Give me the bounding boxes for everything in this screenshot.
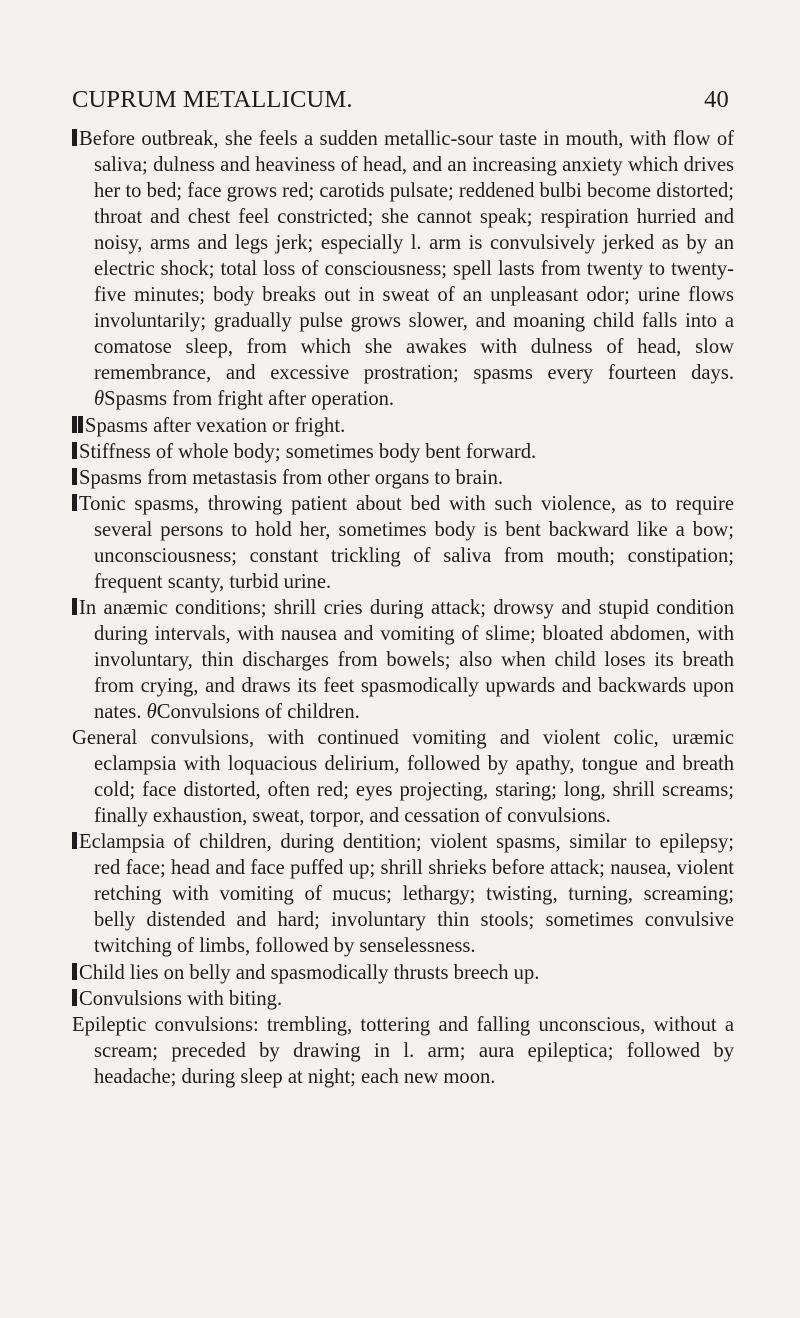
paragraph-text: Tonic spasms, throwing patient about bed with such violence, as to require several persons to hold her, sometimes body is bent backward like a bow; unconsciousness; constant trickling of saliva from mouth; constipation; frequent scanty, turbid urine. [79,492,734,593]
emphasis-bar-icon [72,494,77,511]
paragraph [72,595,734,725]
emphasis-bar-icon [72,963,77,980]
paragraph-text: Before outbreak, she feels a sudden metallic-sour taste in mouth, with flow of saliva; dulness and heaviness of head, and an increasing anxiety which drives her to bed; face grows red; carotids pulsate; reddened bulbi become distorted; throat and chest feel constricted; she cannot speak; respiration hurried and noisy, arms and legs jerk; especially l. arm is convulsively jerked as by an electric shock; total loss of consciousness; spell lasts from twenty to twenty-five minutes; body breaks out in sweat of an unpleasant odor; urine flows involuntarily; gradually pulse grows slower, and moaning child falls into a comatose sleep, from which she awakes with dulness of head, slow remembrance, and excessive prostration; spasms every fourteen days. [79,128,734,385]
theta-symbol: θ [94,388,105,411]
emphasis-bar-icon [72,989,77,1006]
paragraph-text: Eclampsia of children, during dentition; violent spasms, similar to epilepsy; red face; head and face puffed up; shrill shrieks before attack; nausea, violent retching with vomiting of mucus; lethargy; twisting, turning, screaming; belly distended and hard; involuntary thin stools; sometimes convulsive twitching of limbs, followed by senselessness. [79,831,734,958]
paragraph [72,126,734,413]
running-head-title: CUPRUM METALLICUM. [72,86,353,113]
paragraph-text: Spasms from metastasis from other organs to brain. [79,466,504,489]
paragraph-text: Stiffness of whole body; sometimes body bent forward. [79,440,537,463]
body-text [72,126,734,1090]
paragraph [72,986,734,1012]
paragraph-text: General convulsions, with continued vomiting and violent colic, uræmic eclampsia with loquacious delirium, followed by apathy, tongue and breath cold; face distorted, often red; eyes projecting, staring; long, shrill screams; finally exhaustion, sweat, torpor, and cessation of convulsions. [72,727,734,828]
emphasis-bar-icon [72,832,77,849]
paragraph [72,491,734,595]
paragraph-tail: Convulsions of children. [156,701,360,724]
paragraph [72,413,734,439]
emphasis-bar-icon [72,129,77,146]
paragraph [72,465,734,491]
theta-symbol: θ [146,701,157,724]
running-head [72,86,729,120]
paragraph-tail: Spasms from fright after operation. [104,388,395,411]
emphasis-bar-icon [72,598,77,615]
emphasis-bar-icon [78,416,83,433]
paragraph [72,725,734,829]
paragraph-text: In anæmic conditions; shrill cries during attack; drowsy and stupid condition during intervals, with nausea and vomiting of slime; bloated abdomen, with involuntary, thin discharges from bowels; also when child loses its breath from crying, and draws its feet spasmodically upwards and backwards upon nates. [79,596,734,724]
paragraph [72,829,734,959]
page-number: 40 [704,86,729,113]
emphasis-bar-icon [72,416,77,433]
paragraph [72,439,734,465]
paragraph [72,1012,734,1090]
paragraph [72,960,734,986]
paragraph-text: Epileptic convulsions: trembling, tottering and falling unconscious, without a scream; preceded by drawing in l. arm; aura epileptica; followed by headache; during sleep at night; each new moon. [72,1013,734,1088]
paragraph-text: Child lies on belly and spasmodically thrusts breech up. [79,961,540,984]
emphasis-bar-icon [72,442,77,459]
paragraph-text: Convulsions with biting. [79,987,283,1010]
paragraph-text: Spasms after vexation or fright. [85,414,346,437]
emphasis-bar-icon [72,468,77,485]
